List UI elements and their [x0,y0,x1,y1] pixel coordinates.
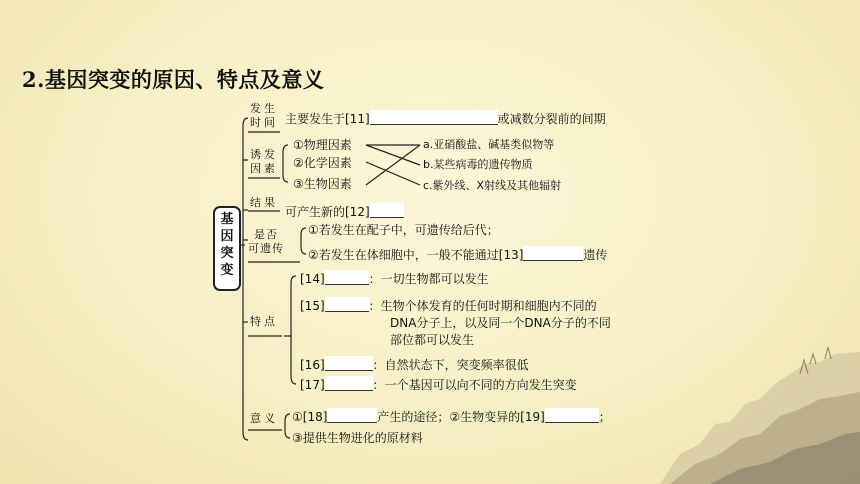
blank-18[interactable] [327,408,377,423]
slide-title: 2.基因突变的原因、特点及意义 [22,67,325,92]
blank-13[interactable] [523,246,583,261]
branch-cause-line1: 诱发 [250,148,278,161]
center-node-label: 基因突变 [220,212,234,278]
example-c: c.紫外线、X射线及其他辐射 [423,179,562,192]
blank-17[interactable] [325,376,373,391]
result-prefix: 可产生新的[12] [285,205,370,219]
feature-14 [300,270,489,287]
blank-11[interactable] [370,110,498,125]
feature-15-line3: 部位都可以发生 [390,333,475,347]
factor-chemical: ②化学因素 [293,156,352,170]
blank-19[interactable] [545,408,599,423]
heritable-item1: ①若发生在配子中，可遗传给后代； [308,223,499,237]
heritable-item2 [308,246,607,263]
branch-cause-label [250,148,278,176]
feature-15-num: [15] [300,299,325,313]
feature-17-num: [17] [300,378,325,392]
meaning-line1 [292,408,611,425]
branch-heritable-line1: 是否 [254,228,278,241]
feature-14-num: [14] [300,272,325,286]
factor-physical: ①物理因素 [293,138,352,152]
feature-16 [300,356,529,373]
factor-biological: ③生物因素 [293,177,352,191]
feature-15-line2: DNA分子上，以及同一个DNA分子的不同 [390,316,611,330]
result-text [285,203,404,220]
feature-17-text: ：一个基因可以向不同的方向发生突变 [372,378,577,392]
branch-cause-line2: 因素 [250,162,278,175]
meaning-line2: ③提供生物进化的原材料 [292,431,423,445]
branch-heritable-label [248,228,284,256]
branch-time-line1: 发生 [250,102,278,115]
meaning-line1-mid: 产生的途径；②生物变异的[19] [377,410,545,424]
branch-heritable-line2: 可遗传 [248,242,284,255]
time-suffix: 或减数分裂前的间期 [497,112,606,126]
blank-12[interactable] [370,203,404,218]
feature-17 [300,376,577,393]
branch-features-label: 特点 [250,315,278,328]
time-text [285,110,606,127]
feature-14-text: ：一切生物都可以发生 [368,272,489,286]
time-prefix: 主要发生于[11] [285,112,370,126]
branch-meaning-label: 意义 [250,412,278,425]
example-a: a.亚硝酸盐、碱基类似物等 [423,138,555,151]
feature-16-num: [16] [300,358,325,372]
branch-time-line2: 时间 [250,116,278,129]
feature-15 [300,297,597,314]
heritable-item2-prefix: ②若发生在体细胞中，一般不能通过[13] [308,248,524,262]
meaning-18-num: ①[18] [292,410,328,424]
branch-time-label [250,102,278,130]
meaning-line1-end: ； [598,410,611,424]
branch-result-label: 结果 [250,196,278,209]
heritable-item2-suffix: 遗传 [583,248,608,262]
feature-15-text: ：生物个体发育的任何时期和细胞内不同的 [368,299,597,313]
blank-15[interactable] [325,297,369,312]
feature-16-text: ：自然状态下，突变频率很低 [372,358,529,372]
center-node [213,206,241,291]
blank-14[interactable] [325,270,369,285]
example-b: b.某些病毒的遗传物质 [423,158,533,171]
blank-16[interactable] [325,356,373,371]
